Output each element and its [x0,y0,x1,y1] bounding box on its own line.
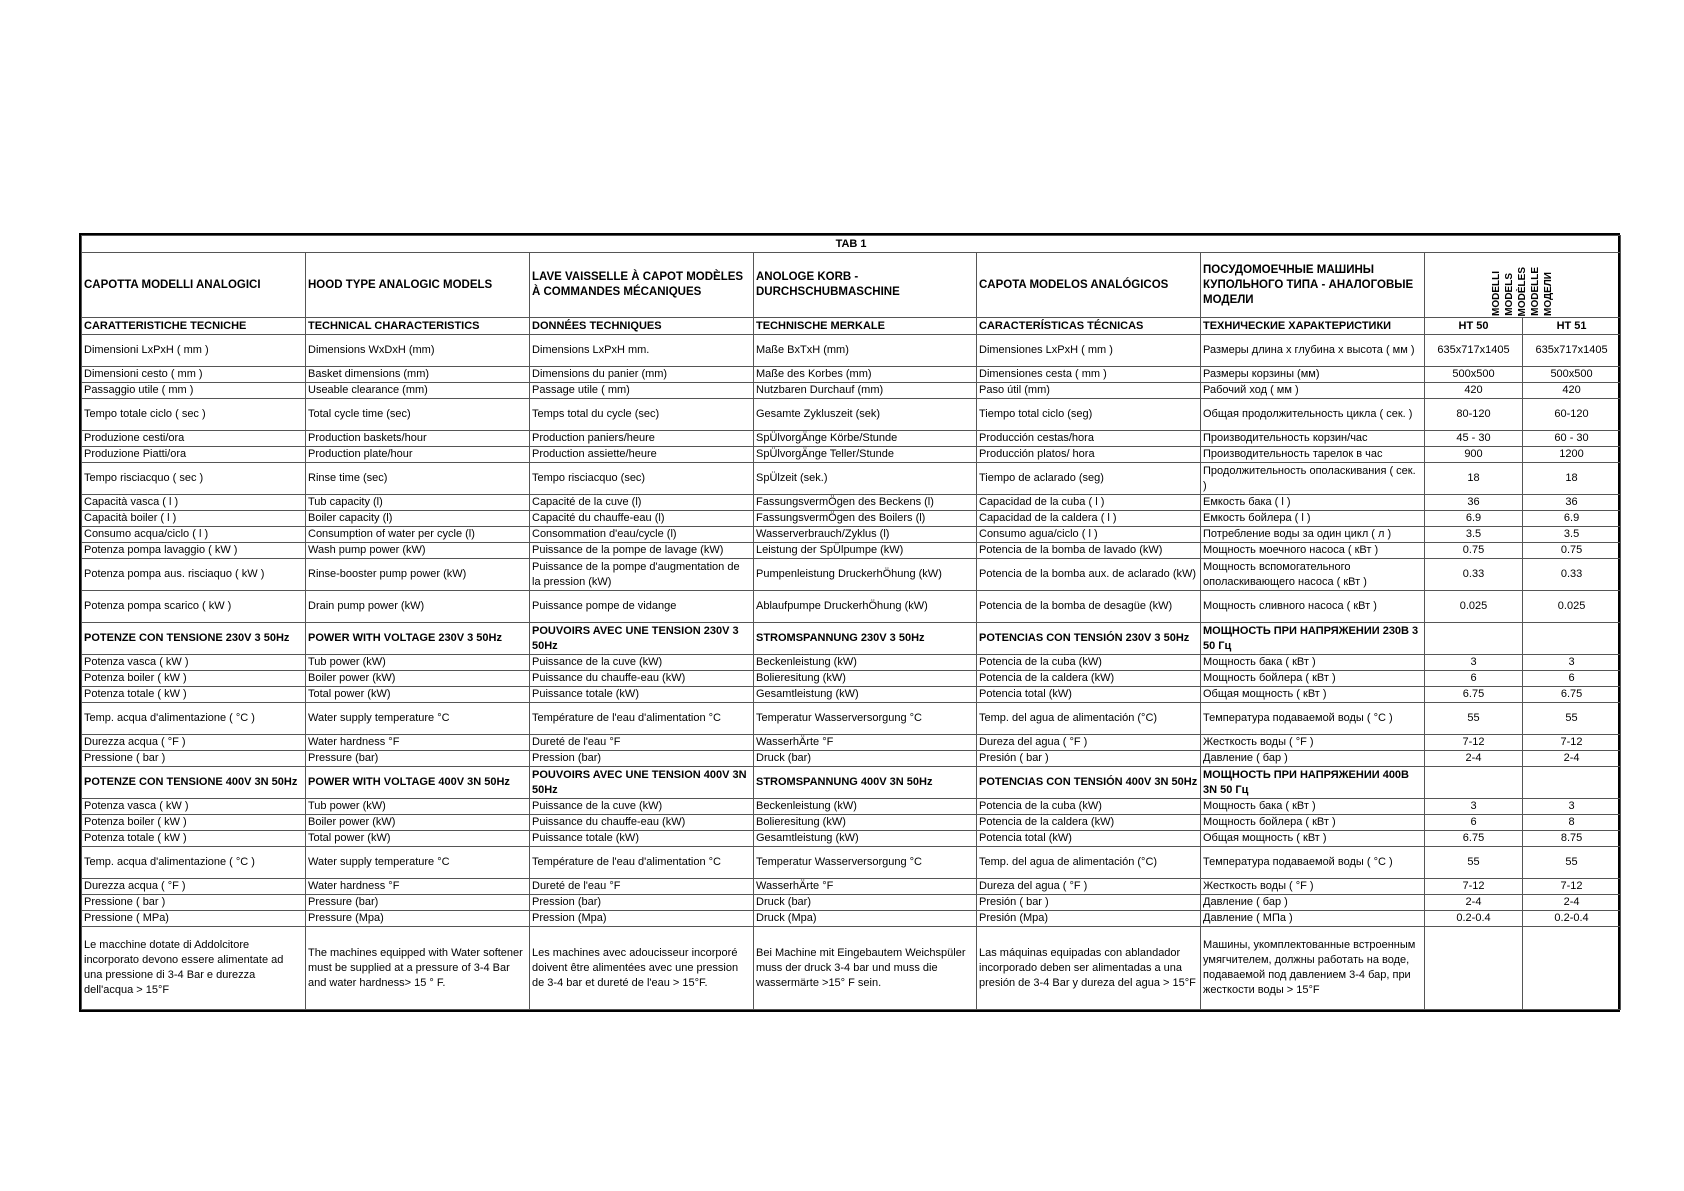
table-cell: Давление ( бар ) [1201,751,1425,767]
value-cell: 55 [1523,703,1621,735]
table-cell: Pumpenleistung DruckerhÖhung (kW) [754,559,977,591]
table-cell: Dureté de l'eau °F [530,735,754,751]
models-label-fr: MODÈLES [1517,266,1529,316]
table-cell: Capacité du chauffe-eau (l) [530,511,754,527]
table-cell: Potenza totale ( kW ) [82,831,306,847]
section-header-row [82,767,1621,799]
table-row [82,367,1621,383]
table-cell: Potenza vasca ( kW ) [82,799,306,815]
value-cell: 3.5 [1425,527,1523,543]
table-cell: Total power (kW) [306,687,530,703]
table-cell: Puissance de la pompe d'augmentation de la pression (kW) [530,559,754,591]
table-row [82,671,1621,687]
table-cell: Produzione Piatti/ora [82,447,306,463]
table-row [82,463,1621,495]
table-cell: STROMSPANNUNG 230V 3 50Hz [754,623,977,655]
value-cell: 3 [1523,655,1621,671]
table-cell: Presión ( bar ) [977,895,1201,911]
value-cell: 55 [1425,847,1523,879]
table-cell: Température de l'eau d'alimentation °C [530,703,754,735]
table-cell: Potenza boiler ( kW ) [82,815,306,831]
table-cell: Total cycle time (sec) [306,399,530,431]
table-row [82,431,1621,447]
value-cell: 55 [1523,847,1621,879]
table-cell: Presión (Mpa) [977,911,1201,927]
table-row [82,495,1621,511]
table-cell: Tub power (kW) [306,655,530,671]
table-cell: Pressione ( bar ) [82,751,306,767]
table-cell: Puissance totale (kW) [530,831,754,847]
table-cell: Presión ( bar ) [977,751,1201,767]
table-row [82,559,1621,591]
value-cell: 420 [1523,383,1621,399]
table-cell: Производительность корзин/час [1201,431,1425,447]
table-cell: Rinse-booster pump power (kW) [306,559,530,591]
table-cell: Dureté de l'eau °F [530,879,754,895]
table-cell: Potenza pompa aus. risciaquo ( kW ) [82,559,306,591]
table-cell: Tub power (kW) [306,799,530,815]
value-cell: 6 [1425,815,1523,831]
value-cell [1425,623,1523,655]
table-cell: Production baskets/hour [306,431,530,447]
value-cell [1425,927,1523,1010]
table-cell: Les machines avec adoucisseur incorporé doivent être alimentées avec une pression de 3-4 bar et dureté de l'eau > 15°F. [530,927,754,1010]
table-row [82,335,1621,367]
value-cell: 0.2-0.4 [1425,911,1523,927]
table-cell: Dimensions LxPxH mm. [530,335,754,367]
value-cell: 60-120 [1523,399,1621,431]
table-cell: Мощность бака ( кВт ) [1201,655,1425,671]
table-cell: Емкость бойлера ( l ) [1201,511,1425,527]
table-cell: Dimensions WxDxH (mm) [306,335,530,367]
table-cell: Мощность сливного насоса ( кВт ) [1201,591,1425,623]
table-cell: Potencia de la cuba (kW) [977,799,1201,815]
table-row [82,751,1621,767]
table-cell: Pressione ( bar ) [82,895,306,911]
table-cell: Tiempo de aclarado (seg) [977,463,1201,495]
models-label-ru: МОДЕЛИ [1543,272,1555,316]
value-cell: 6.75 [1523,687,1621,703]
table-cell: Passaggio utile ( mm ) [82,383,306,399]
table-cell: Capacità vasca ( l ) [82,495,306,511]
value-cell: 0.33 [1523,559,1621,591]
value-cell: 0.025 [1425,591,1523,623]
table-cell: Water hardness °F [306,735,530,751]
table-cell: Paso útil (mm) [977,383,1201,399]
subheader-row [82,318,1621,335]
value-cell [1523,623,1621,655]
table-cell: POTENCIAS CON TENSIÓN 230V 3 50Hz [977,623,1201,655]
table-cell: Potenza pompa lavaggio ( kW ) [82,543,306,559]
table-cell: Capacità boiler ( l ) [82,511,306,527]
value-cell: 6.75 [1425,687,1523,703]
table-cell: Жесткость воды ( °F ) [1201,735,1425,751]
model-ht50: HT 50 [1425,318,1523,335]
table-cell: WasserhÄrte °F [754,735,977,751]
table-title: TAB 1 [82,236,1621,253]
value-cell: 2-4 [1523,895,1621,911]
header-ru: ПОСУДОМОЕЧНЫЕ МАШИНЫ КУПОЛЬНОГО ТИПА - АНАЛОГОВЫЕ МОДЕЛИ [1201,253,1425,318]
value-cell: 8.75 [1523,831,1621,847]
models-label [1425,253,1621,318]
table-cell: WasserhÄrte °F [754,879,977,895]
value-cell [1523,927,1621,1010]
table-cell: Temps total du cycle (sec) [530,399,754,431]
table-cell: Давление ( бар ) [1201,895,1425,911]
table-cell: Tempo risciacquo (sec) [530,463,754,495]
table-cell: POTENZE CON TENSIONE 230V 3 50Hz [82,623,306,655]
table-cell: Potenza pompa scarico ( kW ) [82,591,306,623]
table-cell: Bolieresitung (kW) [754,671,977,687]
table-cell: FassungsvermÖgen des Beckens (l) [754,495,977,511]
value-cell [1425,767,1523,799]
table-cell: Puissance de la pompe de lavage (kW) [530,543,754,559]
table-cell: Potencia de la bomba de lavado (kW) [977,543,1201,559]
table-cell: Capacité de la cuve (l) [530,495,754,511]
table-cell: Общая продолжительность цикла ( сек. ) [1201,399,1425,431]
table-row [82,895,1621,911]
value-cell: 80-120 [1425,399,1523,431]
value-cell: 0.75 [1523,543,1621,559]
table-cell: Capacidad de la caldera ( l ) [977,511,1201,527]
table-cell: Жесткость воды ( °F ) [1201,879,1425,895]
table-cell: Потребление воды за один цикл ( л ) [1201,527,1425,543]
header-fr: LAVE VAISSELLE À CAPOT MODÈLES À COMMANDES MÉCANIQUES [530,253,754,318]
table-cell: Le macchine dotate di Addolcitore incorporato devono essere alimentate ad una pressione di 3-4 Bar e durezza dell'acqua > 15°F [82,927,306,1010]
table-cell: FassungsvermÖgen des Boilers (l) [754,511,977,527]
table-cell: Consumo agua/ciclo ( l ) [977,527,1201,543]
table-cell: Water supply temperature °C [306,703,530,735]
table-cell: Potencia de la bomba de desagüe (kW) [977,591,1201,623]
value-cell: 36 [1523,495,1621,511]
table-cell: Puissance pompe de vidange [530,591,754,623]
table-cell: Leistung der SpÜlpumpe (kW) [754,543,977,559]
table-cell: Dimensions du panier (mm) [530,367,754,383]
table-cell: Мощность бойлера ( кВт ) [1201,671,1425,687]
table-cell: Puissance de la cuve (kW) [530,799,754,815]
table-cell: Общая мощность ( кВт ) [1201,687,1425,703]
table-row [82,799,1621,815]
section-header-row [82,623,1621,655]
table-cell: Tiempo total ciclo (seg) [977,399,1201,431]
table-row [82,815,1621,831]
table-cell: Мощность бойлера ( кВт ) [1201,815,1425,831]
value-cell: 6.9 [1425,511,1523,527]
table-cell: Мощность моечного насоса ( кВт ) [1201,543,1425,559]
value-cell: 635x717x1405 [1425,335,1523,367]
table-cell: Bei Machine mit Eingebautem Weichspüler muss der druck 3-4 bar und muss die wassermärte >15° F sein. [754,927,977,1010]
table-cell: Druck (Mpa) [754,911,977,927]
table-cell: Temp. del agua de alimentación (°C) [977,847,1201,879]
table-cell: Température de l'eau d'alimentation °C [530,847,754,879]
table-cell: Машины, укомплектованные встроенным умягчителем, должны работать на воде, подаваемой под давлением 3-4 бар, при жесткости воды > 15°F [1201,927,1425,1010]
table-cell: Boiler capacity (l) [306,511,530,527]
spec-table [81,235,1621,1010]
value-cell: 0.025 [1523,591,1621,623]
table-cell: POWER WITH VOLTAGE 230V 3 50Hz [306,623,530,655]
table-cell: Druck (bar) [754,751,977,767]
value-cell: 3 [1523,799,1621,815]
value-cell: 3 [1425,799,1523,815]
table-cell: Продолжительность ополаскивания ( сек. ) [1201,463,1425,495]
value-cell: 18 [1523,463,1621,495]
value-cell: 420 [1425,383,1523,399]
table-cell: Capacidad de la cuba ( l ) [977,495,1201,511]
value-cell: 7-12 [1523,735,1621,751]
table-cell: Pressure (Mpa) [306,911,530,927]
table-cell: SpÜlvorgÄnge Teller/Stunde [754,447,977,463]
table-cell: Potencia de la cuba (kW) [977,655,1201,671]
table-cell: Useable clearance (mm) [306,383,530,399]
table-row [82,831,1621,847]
subheader-cell: ТЕХНИЧЕСКИЕ ХАРАКТЕРИСТИКИ [1201,318,1425,335]
table-cell: Wash pump power (kW) [306,543,530,559]
table-cell: Pression (bar) [530,751,754,767]
subheader-cell: TECHNISCHE MERKALE [754,318,977,335]
value-cell: 0.2-0.4 [1523,911,1621,927]
table-row [82,399,1621,431]
table-cell: Beckenleistung (kW) [754,799,977,815]
table-cell: Рабочий ход ( мм ) [1201,383,1425,399]
value-cell: 3.5 [1523,527,1621,543]
table-row [82,511,1621,527]
table-cell: Мощность вспомогательного ополаскивающего насоса ( кВт ) [1201,559,1425,591]
table-cell: Tempo risciacquo ( sec ) [82,463,306,495]
table-row [82,735,1621,751]
model-ht51: HT 51 [1523,318,1621,335]
table-row [82,655,1621,671]
table-cell: Consumption of water per cycle (l) [306,527,530,543]
subheader-cell: CARACTERÍSTICAS TÉCNICAS [977,318,1201,335]
value-cell: 500x500 [1425,367,1523,383]
value-cell: 36 [1425,495,1523,511]
value-cell: 3 [1425,655,1523,671]
table-cell: Dureza del agua ( °F ) [977,735,1201,751]
table-row [82,911,1621,927]
value-cell: 45 - 30 [1425,431,1523,447]
models-label-en: MODELS [1504,273,1516,316]
table-cell: Tub capacity (l) [306,495,530,511]
table-row [82,687,1621,703]
table-cell: Pression (bar) [530,895,754,911]
table-cell: Bolieresitung (kW) [754,815,977,831]
table-cell: Basket dimensions (mm) [306,367,530,383]
table-cell: SpÜlzeit (sek.) [754,463,977,495]
subheader-cell: DONNÉES TECHNIQUES [530,318,754,335]
table-cell: Drain pump power (kW) [306,591,530,623]
table-cell: Gesamte Zykluszeit (sek) [754,399,977,431]
table-cell: Temp. acqua d'alimentazione ( °C ) [82,847,306,879]
value-cell: 6 [1523,671,1621,687]
table-cell: Pressure (bar) [306,895,530,911]
table-cell: Potenza boiler ( kW ) [82,671,306,687]
value-cell: 7-12 [1425,735,1523,751]
value-cell: 2-4 [1523,751,1621,767]
table-cell: Puissance du chauffe-eau (kW) [530,671,754,687]
value-cell: 7-12 [1425,879,1523,895]
table-cell: POTENCIAS CON TENSIÓN 400V 3N 50Hz [977,767,1201,799]
value-cell [1523,767,1621,799]
value-cell: 6.9 [1523,511,1621,527]
table-cell: Rinse time (sec) [306,463,530,495]
table-cell: Las máquinas equipadas con ablandador incorporado deben ser alimentadas a una presión de 3-4 Bar y dureza del agua > 15°F [977,927,1201,1010]
table-cell: Размеры корзины (мм) [1201,367,1425,383]
table-cell: Total power (kW) [306,831,530,847]
value-cell: 18 [1425,463,1523,495]
table-cell: Produzione cesti/ora [82,431,306,447]
table-cell: POTENZE CON TENSIONE 400V 3N 50Hz [82,767,306,799]
table-cell: Beckenleistung (kW) [754,655,977,671]
table-cell: Maße des Korbes (mm) [754,367,977,383]
table-cell: Temp. del agua de alimentación (°C) [977,703,1201,735]
header-es: CAPOTA MODELOS ANALÓGICOS [977,253,1201,318]
value-cell: 900 [1425,447,1523,463]
table-cell: Pression (Mpa) [530,911,754,927]
value-cell: 0.75 [1425,543,1523,559]
table-cell: Producción platos/ hora [977,447,1201,463]
table-cell: Gesamtleistung (kW) [754,687,977,703]
table-cell: Dimensioni cesto ( mm ) [82,367,306,383]
table-cell: Water hardness °F [306,879,530,895]
value-cell: 7-12 [1523,879,1621,895]
table-cell: Мощность бака ( кВт ) [1201,799,1425,815]
table-cell: Nutzbaren Durchauf (mm) [754,383,977,399]
table-cell: Температура подаваемой воды ( °C ) [1201,847,1425,879]
header-en: HOOD TYPE ANALOGIC MODELS [306,253,530,318]
table-cell: Dimensiones LxPxH ( mm ) [977,335,1201,367]
table-cell: Dureza del agua ( °F ) [977,879,1201,895]
table-cell: Dimensioni LxPxH ( mm ) [82,335,306,367]
header-it: CAPOTTA MODELLI ANALOGICI [82,253,306,318]
note-row [82,927,1621,1010]
value-cell: 6 [1425,671,1523,687]
table-row [82,383,1621,399]
table-cell: STROMSPANNUNG 400V 3N 50Hz [754,767,977,799]
table-cell: Температура подаваемой воды ( °C ) [1201,703,1425,735]
subheader-cell: TECHNICAL CHARACTERISTICS [306,318,530,335]
table-cell: МОЩНОСТЬ ПРИ НАПРЯЖЕНИИ 230В 3 50 Гц [1201,623,1425,655]
spec-sheet [79,233,1620,1012]
header-row [82,253,1621,318]
table-cell: Potencia de la caldera (kW) [977,815,1201,831]
table-cell: Temp. acqua d'alimentazione ( °C ) [82,703,306,735]
value-cell: 2-4 [1425,895,1523,911]
table-cell: Potencia de la bomba aux. de aclarado (kW) [977,559,1201,591]
value-cell: 1200 [1523,447,1621,463]
table-row [82,703,1621,735]
table-cell: Passage utile ( mm) [530,383,754,399]
table-cell: Potencia total (kW) [977,831,1201,847]
value-cell: 635x717x1405 [1523,335,1621,367]
table-row [82,447,1621,463]
table-cell: Potenza vasca ( kW ) [82,655,306,671]
table-cell: Durezza acqua ( °F ) [82,735,306,751]
models-label-it: MODELLI [1491,271,1503,316]
table-cell: Temperatur Wasserversorgung °C [754,847,977,879]
table-cell: Potencia de la caldera (kW) [977,671,1201,687]
table-cell: Durezza acqua ( °F ) [82,879,306,895]
table-cell: Dimensiones cesta ( mm ) [977,367,1201,383]
value-cell: 6.75 [1425,831,1523,847]
table-cell: Puissance du chauffe-eau (kW) [530,815,754,831]
table-cell: Potenza totale ( kW ) [82,687,306,703]
header-de: ANOLOGE KORB - DURCHSCHUBMASCHINE [754,253,977,318]
table-cell: Производительность тарелок в час [1201,447,1425,463]
table-cell: Temperatur Wasserversorgung °C [754,703,977,735]
table-cell: Общая мощность ( кВт ) [1201,831,1425,847]
table-row [82,527,1621,543]
table-cell: Tempo totale ciclo ( sec ) [82,399,306,431]
table-row [82,591,1621,623]
subheader-cell: CARATTERISTICHE TECNICHE [82,318,306,335]
table-row [82,847,1621,879]
table-cell: Pressure (bar) [306,751,530,767]
table-cell: Production assiette/heure [530,447,754,463]
models-label-de: MODELLE [1530,267,1542,316]
table-cell: Емкость бака ( l ) [1201,495,1425,511]
table-row [82,543,1621,559]
table-row [82,879,1621,895]
value-cell: 60 - 30 [1523,431,1621,447]
table-cell: Puissance de la cuve (kW) [530,655,754,671]
table-cell: POWER WITH VOLTAGE 400V 3N 50Hz [306,767,530,799]
table-cell: МОЩНОСТЬ ПРИ НАПРЯЖЕНИИ 400В 3N 50 Гц [1201,767,1425,799]
table-cell: Consumo acqua/ciclo ( l ) [82,527,306,543]
table-cell: POUVOIRS AVEC UNE TENSION 400V 3N 50Hz [530,767,754,799]
value-cell: 0.33 [1425,559,1523,591]
table-cell: The machines equipped with Water softener must be supplied at a pressure of 3-4 Bar and water hardness> 15 ° F. [306,927,530,1010]
table-cell: SpÜlvorgÄnge Körbe/Stunde [754,431,977,447]
table-cell: Boiler power (kW) [306,671,530,687]
table-cell: Production paniers/heure [530,431,754,447]
table-cell: Water supply temperature °C [306,847,530,879]
table-cell: Consommation d'eau/cycle (l) [530,527,754,543]
table-cell: POUVOIRS AVEC UNE TENSION 230V 3 50Hz [530,623,754,655]
table-cell: Maße BxTxH (mm) [754,335,977,367]
table-cell: Ablaufpumpe DruckerhÖhung (kW) [754,591,977,623]
value-cell: 500x500 [1523,367,1621,383]
value-cell: 8 [1523,815,1621,831]
value-cell: 55 [1425,703,1523,735]
table-cell: Production plate/hour [306,447,530,463]
table-cell: Producción cestas/hora [977,431,1201,447]
table-cell: Pressione ( MPa) [82,911,306,927]
table-cell: Давление ( МПа ) [1201,911,1425,927]
table-cell: Druck (bar) [754,895,977,911]
table-cell: Gesamtleistung (kW) [754,831,977,847]
table-cell: Puissance totale (kW) [530,687,754,703]
table-cell: Wasserverbrauch/Zyklus (l) [754,527,977,543]
value-cell: 2-4 [1425,751,1523,767]
table-cell: Boiler power (kW) [306,815,530,831]
table-cell: Potencia total (kW) [977,687,1201,703]
table-cell: Размеры длина х глубина х высота ( мм ) [1201,335,1425,367]
